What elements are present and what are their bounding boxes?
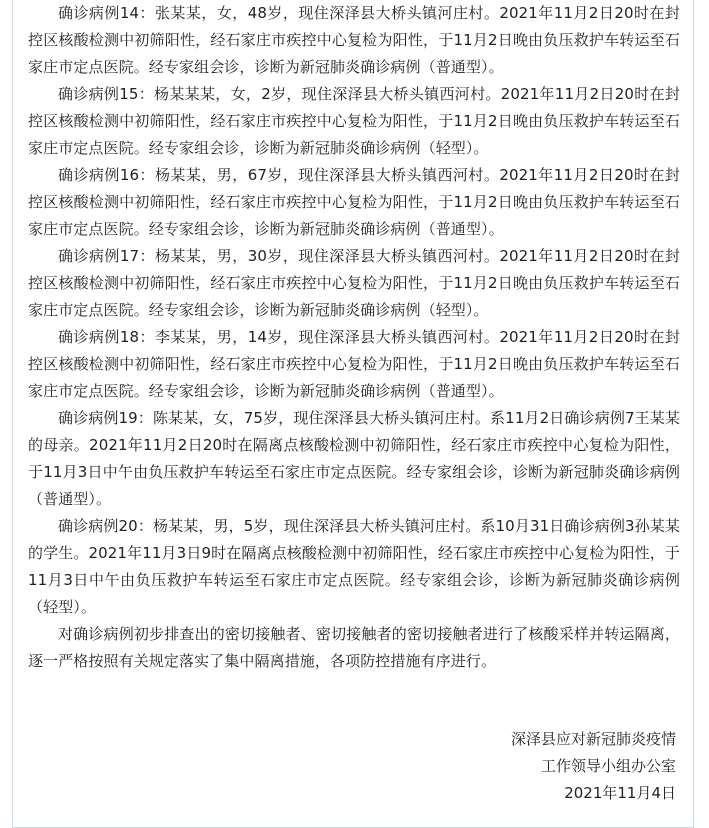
case-19-paragraph: 确诊病例19：陈某某，女，75岁，现住深泽县大桥头镇河庄村。系11月2日确诊病例7王某某的母亲。2021年11月2日20时在隔离点核酸检测中初筛阳性，经石家庄市疾控中心复检为阳性，于11月3日中午由负压救护车转运至石家庄市定点医院。经专家组会诊，诊断为新冠肺炎确诊病例（普通型）。 [28, 409, 680, 508]
case-17-paragraph: 确诊病例17：杨某某，男，30岁，现住深泽县大桥头镇西河村。2021年11月2日20时在封控区核酸检测中初筛阳性，经石家庄市疾控中心复检为阳性，于11月2日晚由负压救护车转运至石家庄市定点医院。经专家组会诊，诊断为新冠肺炎确诊病例（轻型）。 [28, 247, 680, 319]
measures-paragraph: 对确诊病例初步排查出的密切接触者、密切接触者的密切接触者进行了核酸采样并转运隔离，逐一严格按照有关规定落实了集中隔离措施，各项防控措施有序进行。 [28, 625, 680, 670]
signature-org-line2: 工作领导小组办公室 [540, 757, 676, 775]
signature-block [511, 726, 676, 807]
case-15-paragraph: 确诊病例15：杨某某某，女，2岁，现住深泽县大桥头镇西河村。2021年11月2日20时在封控区核酸检测中初筛阳性，经石家庄市疾控中心复检为阳性，于11月2日晚由负压救护车转运至石家庄市定点医院。经专家组会诊，诊断为新冠肺炎确诊病例（轻型）。 [28, 85, 680, 157]
case-16-paragraph: 确诊病例16：杨某某，男，67岁，现住深泽县大桥头镇西河村。2021年11月2日20时在封控区核酸检测中初筛阳性，经石家庄市疾控中心复检为阳性，于11月2日晚由负压救护车转运至石家庄市定点医院。经专家组会诊，诊断为新冠肺炎确诊病例（普通型）。 [28, 166, 680, 238]
case-18-paragraph: 确诊病例18：李某某，男，14岁，现住深泽县大桥头镇西河村。2021年11月2日20时在封控区核酸检测中初筛阳性，经石家庄市疾控中心复检为阳性，于11月2日晚由负压救护车转运至石家庄市定点医院。经专家组会诊，诊断为新冠肺炎确诊病例（普通型）。 [28, 328, 680, 400]
signature-org-line1: 深泽县应对新冠肺炎疫情 [510, 730, 676, 748]
case-20-paragraph: 确诊病例20：杨某某，男，5岁，现住深泽县大桥头镇河庄村。系10月31日确诊病例3孙某某的学生。2021年11月3日9时在隔离点核酸检测中初筛阳性，经石家庄市疾控中心复检为阳性，于11月3日中午由负压救护车转运至石家庄市定点医院。经专家组会诊，诊断为新冠肺炎确诊病例（轻型）。 [28, 517, 680, 616]
case-14-paragraph: 确诊病例14：张某某，女，48岁，现住深泽县大桥头镇河庄村。2021年11月2日20时在封控区核酸检测中初筛阳性，经石家庄市疾控中心复检为阳性，于11月2日晚由负压救护车转运至石家庄市定点医院。经专家组会诊，诊断为新冠肺炎确诊病例（普通型）。 [28, 4, 680, 76]
signature-date: 2021年11月4日 [564, 784, 676, 802]
article-body [28, 0, 680, 675]
